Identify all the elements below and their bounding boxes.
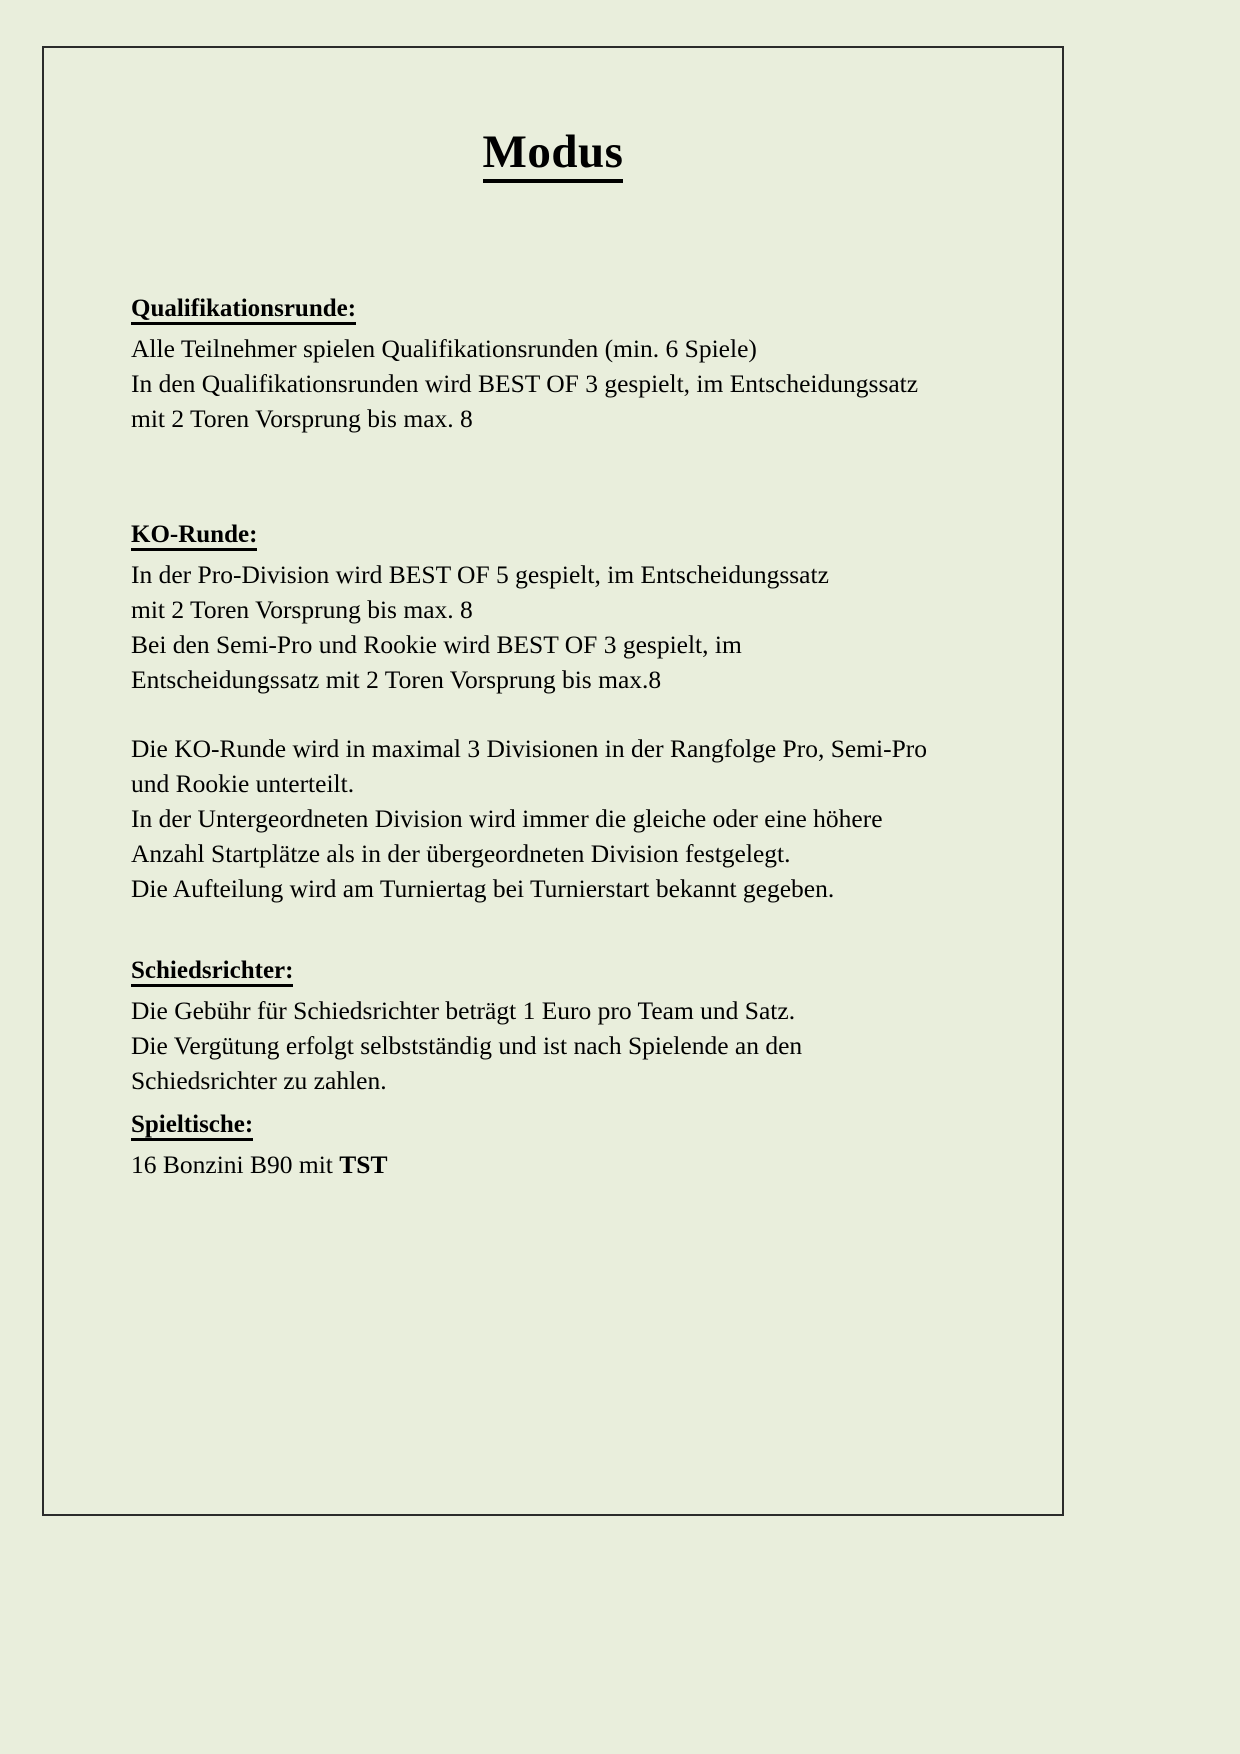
qualifikationsrunde-line-3: mit 2 Toren Vorsprung bis max. 8 bbox=[131, 404, 473, 433]
section-heading-schiedsrichter-text: Schiedsrichter: bbox=[131, 958, 293, 987]
ko-runde-line-4: Entscheidungssatz mit 2 Toren Vorsprung bis max.8 bbox=[131, 665, 662, 694]
section-heading-spieltische bbox=[131, 1112, 1011, 1141]
ko-runde-divisions-line-1: Die KO-Runde wird in maximal 3 Divisionen in der Rangfolge Pro, Semi-Pro bbox=[131, 734, 928, 763]
spacer-after-qualifikationsrunde bbox=[131, 436, 1011, 522]
section-heading-schiedsrichter bbox=[131, 958, 1011, 987]
spacer-ko-runde-paragraphs bbox=[131, 697, 1011, 731]
ko-runde-divisions-line-5: Die Aufteilung wird am Turniertag bei Turnierstart bekannt gegeben. bbox=[131, 874, 835, 903]
schiedsrichter-line-3: Schiedsrichter zu zahlen. bbox=[131, 1066, 387, 1095]
spieltische-count-text: 16 Bonzini B90 mit bbox=[131, 1150, 340, 1179]
ko-runde-divisions-line-2: und Rookie unterteilt. bbox=[131, 769, 355, 798]
page-title-text: Modus bbox=[483, 128, 624, 183]
section-heading-ko-runde bbox=[131, 522, 1011, 551]
page-title bbox=[42, 125, 1064, 183]
section-heading-qualifikationsrunde-text: Qualifikationsrunde: bbox=[131, 296, 356, 325]
spacer-after-schiedsrichter bbox=[131, 1098, 1011, 1112]
section-heading-qualifikationsrunde bbox=[131, 296, 1011, 325]
ko-runde-divisions-line-4: Anzahl Startplätze als in der übergeordneten Division festgelegt. bbox=[131, 839, 791, 868]
spieltische-line-1 bbox=[131, 1147, 1011, 1182]
schiedsrichter-line-1: Die Gebühr für Schiedsrichter beträgt 1 Euro pro Team und Satz. bbox=[131, 996, 796, 1025]
ko-runde-line-3: Bei den Semi-Pro und Rookie wird BEST OF 3 gespielt, im bbox=[131, 630, 742, 659]
ko-runde-divisions-line-3: In der Untergeordneten Division wird immer die gleiche oder eine höhere bbox=[131, 804, 883, 833]
qualifikationsrunde-line-1: Alle Teilnehmer spielen Qualifikationsrunden (min. 6 Spiele) bbox=[131, 334, 757, 363]
ko-runde-line-2: mit 2 Toren Vorsprung bis max. 8 bbox=[131, 595, 473, 624]
schiedsrichter-line-2: Die Vergütung erfolgt selbstständig und ist nach Spielende an den bbox=[131, 1031, 803, 1060]
spacer-after-ko-runde bbox=[131, 906, 1011, 958]
ko-runde-line-1: In der Pro-Division wird BEST OF 5 gespielt, im Entscheidungssatz bbox=[131, 560, 829, 589]
document-body bbox=[131, 296, 1011, 1182]
section-heading-spieltische-text: Spieltische: bbox=[131, 1112, 253, 1141]
qualifikationsrunde-line-2: In den Qualifikationsrunden wird BEST OF 3 gespielt, im Entscheidungssatz bbox=[131, 369, 919, 398]
spieltische-tst-label: TST bbox=[339, 1150, 388, 1179]
section-heading-ko-runde-text: KO-Runde: bbox=[131, 522, 257, 551]
